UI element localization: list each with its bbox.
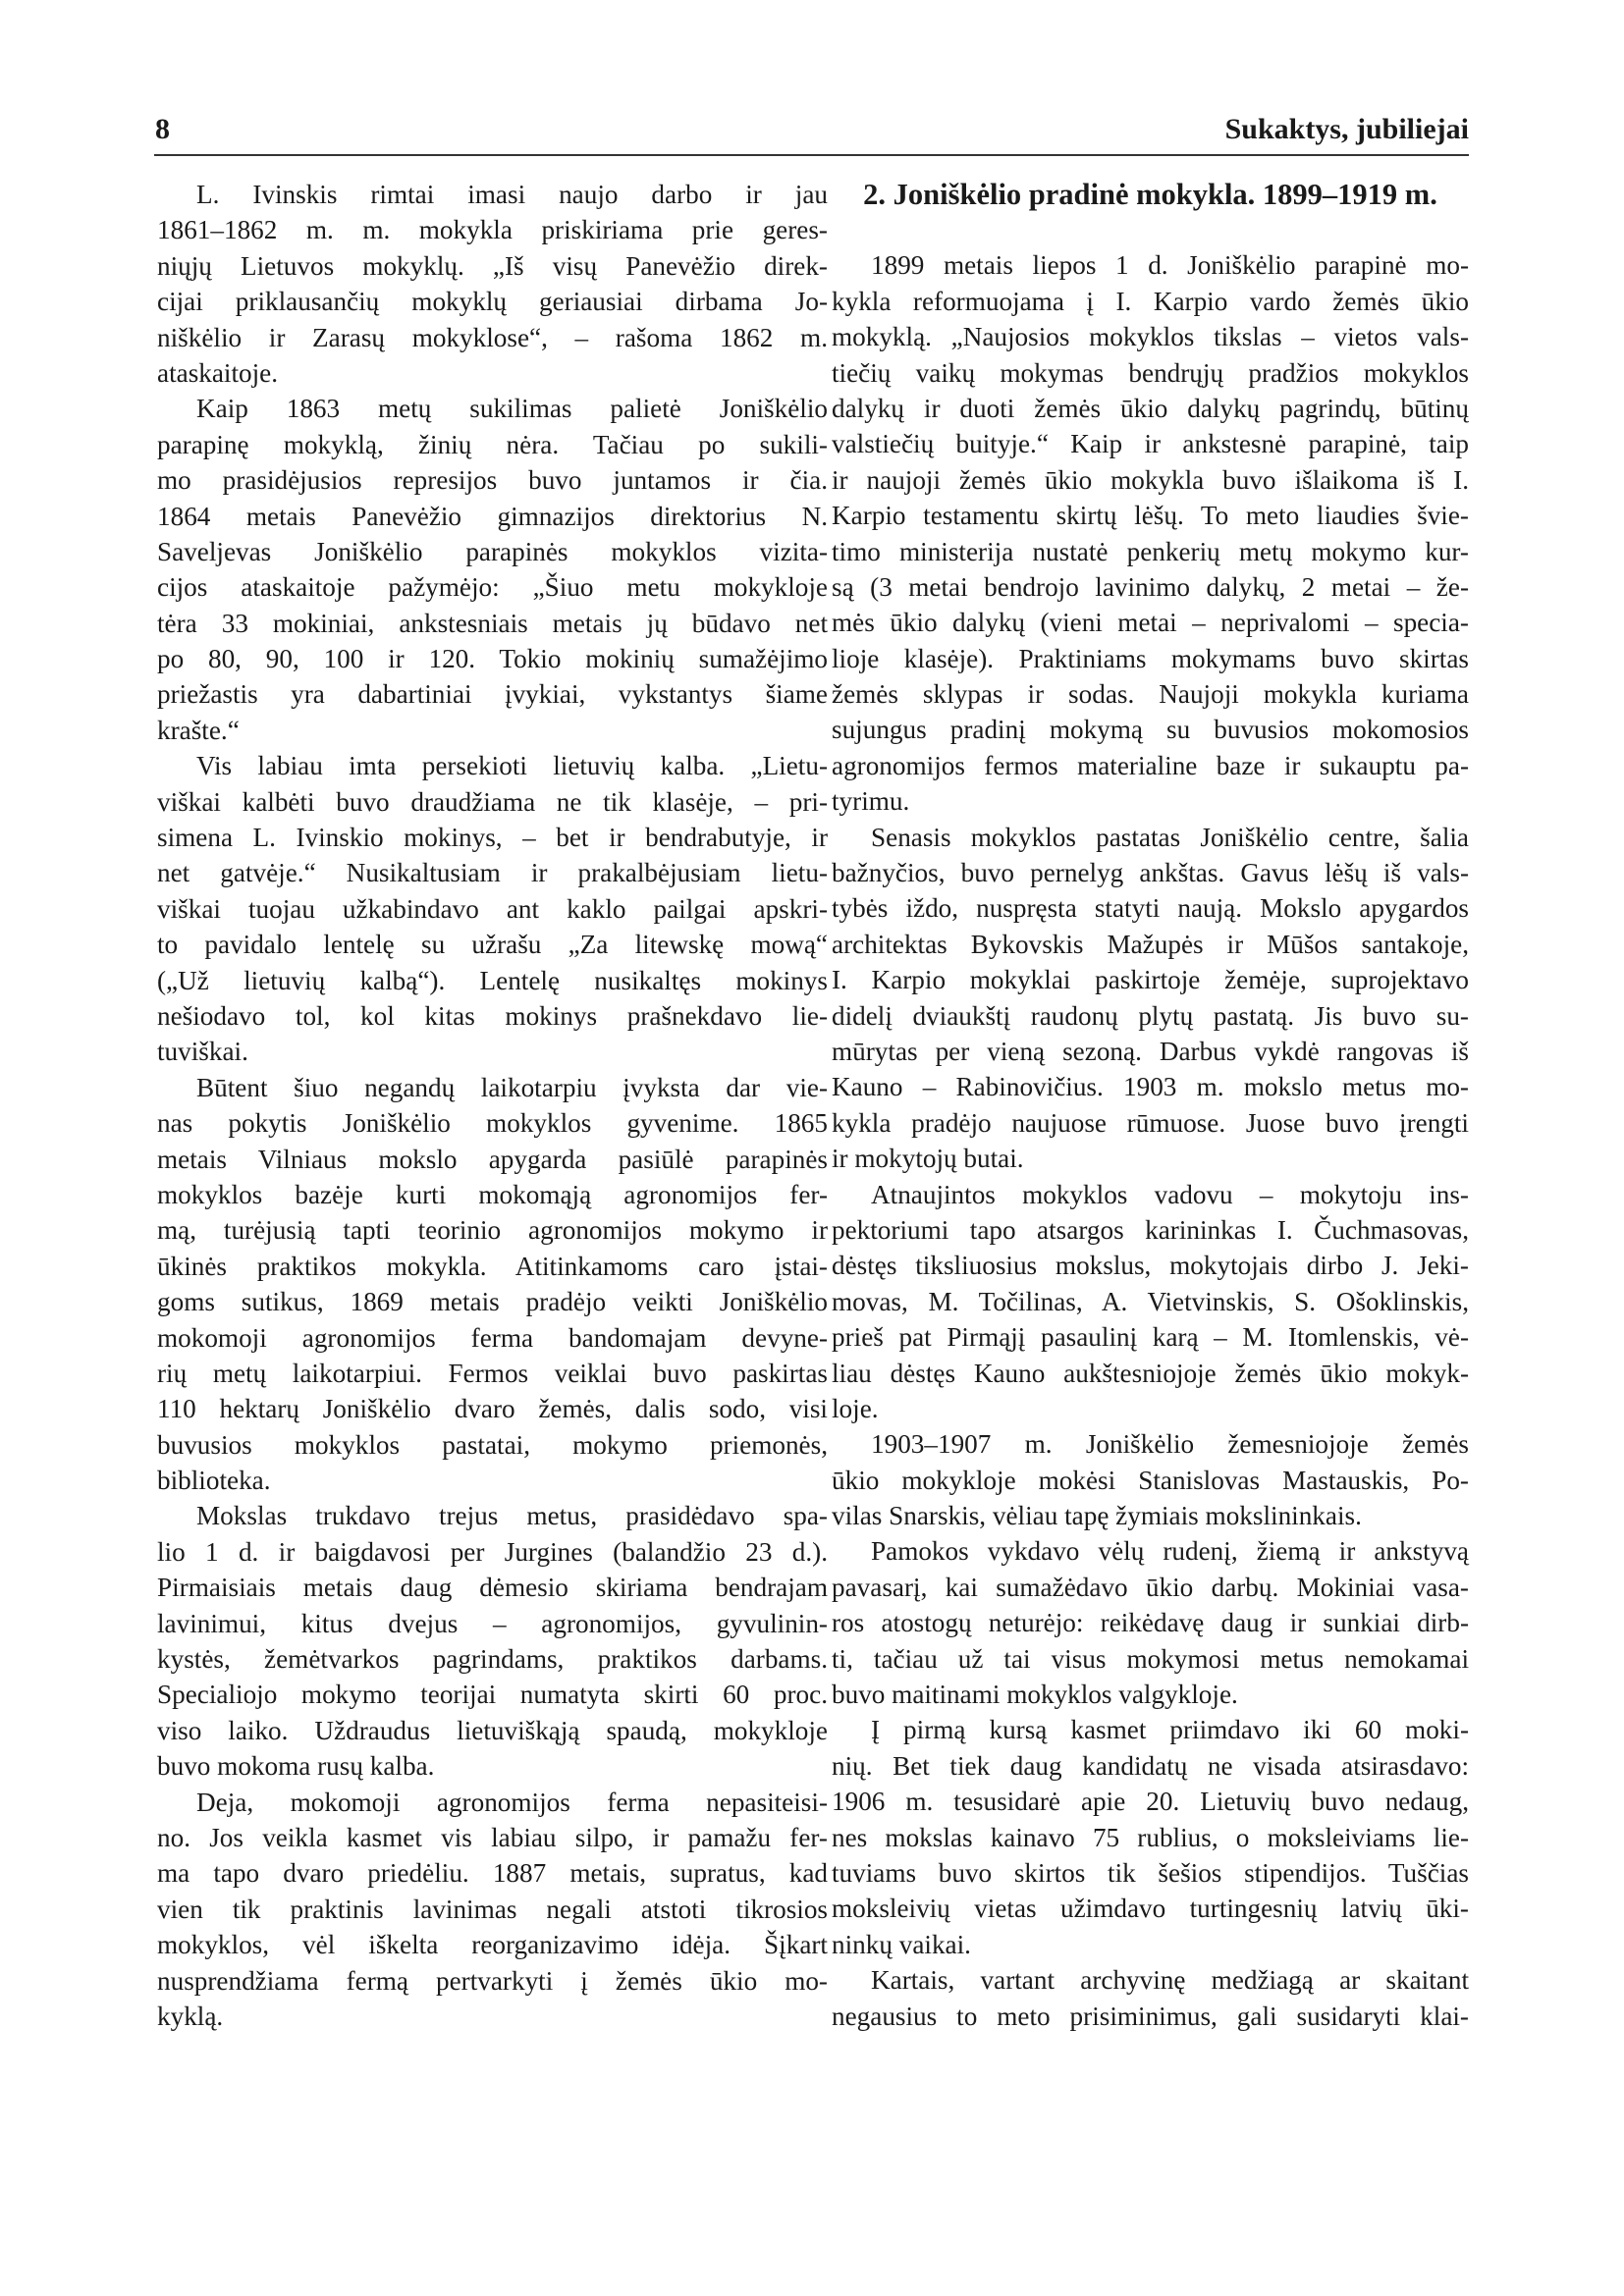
text-line: valstiečių buityje.“ Kaip ir ankstesnė parapinė, taip (832, 429, 1469, 459)
text-line: didelį dviaukštį raudonų plytų pastatą. Jis buvo su- (832, 1000, 1469, 1031)
text-line: Senasis mokyklos pastatas Joniškėlio centre, šalia (871, 822, 1469, 852)
text-line: sujungus pradinį mokymą su buvusios mokomosios (832, 715, 1469, 745)
text-line: vilas Snarskis, vėliau tapę žymiais mokslininkais. (832, 1501, 1362, 1531)
text-line: tėra 33 mokiniai, ankstesniais metais jų būdavo net (157, 608, 828, 638)
paragraph (157, 391, 828, 748)
text-line: lio 1 d. ir baigdavosi per Jurgines (balandžio 23 d.). (157, 1536, 828, 1567)
text-line: mokyklą. „Naujosios mokyklos tikslas – vietos vals- (832, 322, 1469, 352)
text-line: mūrytas per vieną sezoną. Darbus vykdė rangovas iš (832, 1036, 1469, 1066)
text-line: viso laiko. Uždraudus lietuviškąją spaudą, mokykloje (157, 1715, 828, 1745)
text-line: Mokslas trukdavo trejus metus, prasidėdavo spa- (196, 1501, 828, 1531)
paragraph (157, 1070, 828, 1499)
text-line: Pirmaisiais metais daug dėmesio skiriama bendrajam (157, 1573, 828, 1603)
text-line: dėstęs tiksliuosius mokslus, mokytojais dirbo J. Jeki- (832, 1251, 1469, 1281)
text-line: Būtent šiuo negandų laikotarpiu įvyksta dar vie- (196, 1072, 828, 1102)
text-line: cijai priklausančių mokyklų geriausiai dirbama Jo- (157, 287, 828, 317)
text-line: liau dėstęs Kauno aukštesniojoje žemės ūkio mokyk- (832, 1358, 1469, 1388)
chapter-heading: 2. Joniškėlio pradinė mokykla. 1899–1919 m. (863, 178, 1437, 211)
text-line: Vis labiau imta persekioti lietuvių kalba. „Lietu- (196, 751, 828, 781)
text-line: ma tapo dvaro priedėliu. 1887 metais, supratus, kad (157, 1858, 828, 1889)
text-line: kykla pradėjo naujuose rūmuose. Juose buvo įrengti (832, 1107, 1469, 1138)
text-line: mokyklos bazėje kurti mokomąją agronomijos fer- (157, 1179, 828, 1209)
running-header (154, 110, 1469, 155)
text-line: movas, M. Točilinas, A. Vietvinskis, S. Ošoklinskis, (832, 1286, 1469, 1316)
text-line: to pavidalo lentelę su užrašu „Za litewskę mową“ (157, 930, 828, 960)
text-line: 1903–1907 m. Joniškėlio žemesniojoje žemės (871, 1429, 1469, 1460)
text-line: Specialiojo mokymo teorijai numatyta skirti 60 proc. (157, 1680, 828, 1710)
text-line: mą, turėjusią tapti teorinio agronomijos mokymo ir (157, 1215, 828, 1246)
text-line: niškėlio ir Zarasų mokyklose“, – rašoma 1862 m. (157, 322, 828, 352)
running-section-title: Sukaktys, jubiliejai (1224, 113, 1469, 145)
paragraph (157, 1498, 828, 1784)
paragraph (832, 820, 1469, 1177)
paragraph (832, 1533, 1469, 1712)
text-line: nusprendžiama fermą pertvarkyti į žemės ūkio mo- (157, 1965, 828, 1996)
text-line: timo ministerija nustatė penkerių metų mokymo kur- (832, 536, 1469, 566)
text-line: no. Jos veikla kasmet vis labiau silpo, ir pamažu fer- (157, 1822, 828, 1852)
text-line: ūkinės praktikos mokykla. Atitinkamoms caro įstai- (157, 1251, 828, 1281)
text-line: loje. (832, 1393, 879, 1423)
text-line: 110 hektarų Joniškėlio dvaro žemės, dalis sodo, visi (157, 1394, 828, 1424)
text-line: lioje klasėje). Praktiniams mokymams buvo skirtas (832, 643, 1469, 673)
text-line: žemės sklypas ir sodas. Naujoji mokykla kuriama (832, 679, 1469, 710)
text-line: nas pokytis Joniškėlio mokyklos gyvenime. 1865 (157, 1108, 828, 1139)
page-number: 8 (155, 113, 170, 145)
text-line: niųjų Lietuvos mokyklų. „Iš visų Panevėžio direk- (157, 250, 828, 281)
text-line: viškai kalbėti buvo draudžiama ne tik klasėje, – pri- (157, 786, 828, 817)
text-line: goms sutikus, 1869 metais pradėjo veikti Joniškėlio (157, 1287, 828, 1317)
paragraph (832, 1426, 1469, 1533)
text-line: Kauno – Rabinovičius. 1903 m. mokslo metus mo- (832, 1072, 1469, 1102)
text-line: buvo maitinami mokyklos valgykloje. (832, 1680, 1238, 1710)
text-line: viškai tuojau užkabindavo ant kaklo pailgai apskri- (157, 893, 828, 924)
text-line: 1906 m. tesusidarė apie 20. Lietuvių buvo nedaug, (832, 1787, 1469, 1817)
text-line: Kaip 1863 metų sukilimas palietė Joniškėlio (196, 394, 828, 424)
left-text-column (157, 177, 828, 2034)
text-line: nešiodavo tol, kol kitas mokinys prašnekdavo lie- (157, 1000, 828, 1031)
text-line: Atnaujintos mokyklos vadovu – mokytoju ins- (871, 1179, 1469, 1209)
text-line: tybės iždo, nuspręsta statyti naują. Mokslo apygardos (832, 893, 1469, 924)
text-line: moksleivių vietas užimdavo turtingesnių latvių ūki- (832, 1894, 1469, 1924)
text-line: pavasarį, kai sumažėdavo ūkio darbų. Mokiniai vasa- (832, 1572, 1469, 1602)
text-line: vien tik praktinis lavinimas negali atstoti tikrosios (157, 1894, 828, 1924)
text-line: negausius to meto prisiminimus, gali susidaryti klai- (832, 2001, 1469, 2031)
text-line: cijos ataskaitoje pažymėjo: „Šiuo metu mokykloje (157, 572, 828, 603)
text-line: ir naujoji žemės ūkio mokykla buvo išlaikoma iš I. (832, 464, 1469, 495)
text-line: tuviams buvo skirtos tik šešios stipendijos. Tuščias (832, 1857, 1469, 1888)
header-rule-divider (154, 154, 1469, 156)
text-line: I. Karpio mokyklai paskirtoje žemėje, suprojektavo (832, 965, 1469, 995)
text-line: Į pirmą kursą kasmet priimdavo iki 60 moki- (871, 1715, 1469, 1745)
text-line: dalykų ir duoti žemės ūkio dalykų pagrindų, būtinų (832, 393, 1469, 423)
text-line: ir mokytojų butai. (832, 1144, 1024, 1174)
text-line: 1864 metais Panevėžio gimnazijos direktorius N. (157, 501, 828, 531)
paragraph (157, 1785, 828, 2035)
paragraph (157, 177, 828, 391)
text-line: rių metų laikotarpiui. Fermos veiklai buvo paskirtas (157, 1358, 828, 1388)
text-line: ataskaitoje. (157, 357, 279, 388)
text-line: nes mokslas kainavo 75 rublius, o moksleiviams lie- (832, 1822, 1469, 1852)
text-line: simena L. Ivinskio mokinys, – bet ir bendrabutyje, ir (157, 823, 828, 853)
text-line: („Už lietuvių kalbą“). Lentelę nusikaltęs mokinys (157, 965, 828, 995)
text-line: priežastis yra dabartiniai įvykiai, vykstantys šiame (157, 679, 828, 710)
text-line: ūkio mokykloje mokėsi Stanislovas Mastauskis, Po- (832, 1465, 1469, 1495)
text-line: parapinę mokyklą, žinių nėra. Tačiau po sukili- (157, 429, 828, 459)
text-line: agronomijos fermos materialine baze ir sukauptu pa- (832, 750, 1469, 780)
text-line: Karpio testamentu skirtų lėšų. To meto liaudies švie- (832, 501, 1469, 531)
text-line: Pamokos vykdavo vėlų rudenį, žiemą ir ankstyvą (871, 1536, 1469, 1567)
text-line: tiečių vaikų mokymas bendrųjų pradžios mokyklos (832, 357, 1469, 388)
text-line: kyklą. (157, 2001, 224, 2031)
text-line: architektas Bykovskis Mažupės ir Mūšos santakoje, (832, 929, 1469, 959)
paragraph (832, 1712, 1469, 1962)
text-line: lavinimui, kitus dvejus – agronomijos, gyvulinin- (157, 1608, 828, 1638)
paragraph (832, 1177, 1469, 1427)
text-line: mo prasidėjusios represijos buvo juntamos ir čia. (157, 465, 828, 496)
text-line: Deja, mokomoji agronomijos ferma nepasiteisi- (196, 1787, 828, 1817)
text-line: ninkų vaikai. (832, 1929, 971, 1959)
text-line: tyrimu. (832, 786, 910, 817)
paragraph (832, 247, 1469, 819)
right-text-column (832, 177, 1469, 2034)
right-column-body (832, 247, 1469, 2034)
text-line: nių. Bet tiek daug kandidatų ne visada atsirasdavo: (832, 1750, 1469, 1781)
text-line: po 80, 90, 100 ir 120. Tokio mokinių sumažėjimo (157, 644, 828, 674)
text-line: ros atostogų neturėjo: reikėdavę daug ir sunkiai dirb- (832, 1608, 1469, 1638)
text-line: Saveljevas Joniškėlio parapinės mokyklos vizita- (157, 536, 828, 566)
text-line: metais Vilniaus mokslo apygarda pasiūlė parapinės (157, 1144, 828, 1174)
text-line: buvo mokoma rusų kalba. (157, 1751, 435, 1782)
text-line: ti, tačiau už tai visus mokymosi metus nemokamai (832, 1643, 1469, 1674)
text-line: mokomoji agronomijos ferma bandomajam devyne- (157, 1322, 828, 1353)
text-line: net gatvėje.“ Nusikaltusiam ir prakalbėjusiam lietu- (157, 858, 828, 888)
text-line: mokyklos, vėl iškelta reorganizavimo idėja. Šįkart (157, 1930, 828, 1960)
text-line: kykla reformuojama į I. Karpio vardo žemės ūkio (832, 286, 1469, 316)
text-line: L. Ivinskis rimtai imasi naujo darbo ir jau (196, 180, 828, 209)
text-line: bažnyčios, buvo pernelyg ankštas. Gavus lėšų iš vals- (832, 858, 1469, 888)
text-line: biblioteka. (157, 1466, 271, 1496)
text-line: Kartais, vartant archyvinę medžiagą ar skaitant (871, 1965, 1469, 1996)
text-line: 1861–1862 m. m. mokykla priskiriama prie geres- (157, 215, 828, 245)
text-line: są (3 metai bendrojo lavinimo dalykų, 2 metai – že- (832, 571, 1469, 602)
text-line: kystės, žemėtvarkos pagrindams, praktikos darbams. (157, 1644, 828, 1675)
text-line: mės ūkio dalykų (vieni metai – neprivalomi – specia- (832, 608, 1469, 638)
text-line: krašte.“ (157, 715, 240, 745)
text-line: buvusios mokyklos pastatai, mokymo priemonės, (157, 1429, 828, 1460)
text-line: prieš pat Pirmąjį pasaulinį karą – M. Itomlenskis, vė- (832, 1322, 1469, 1353)
text-line: 1899 metais liepos 1 d. Joniškėlio parapinė mo- (871, 250, 1469, 281)
text-line: tuviškai. (157, 1037, 248, 1067)
paragraph (832, 1962, 1469, 2034)
paragraph (157, 748, 828, 1070)
text-line: pektoriumi tapo atsargos karininkas I. Čuchmasovas, (832, 1214, 1469, 1245)
